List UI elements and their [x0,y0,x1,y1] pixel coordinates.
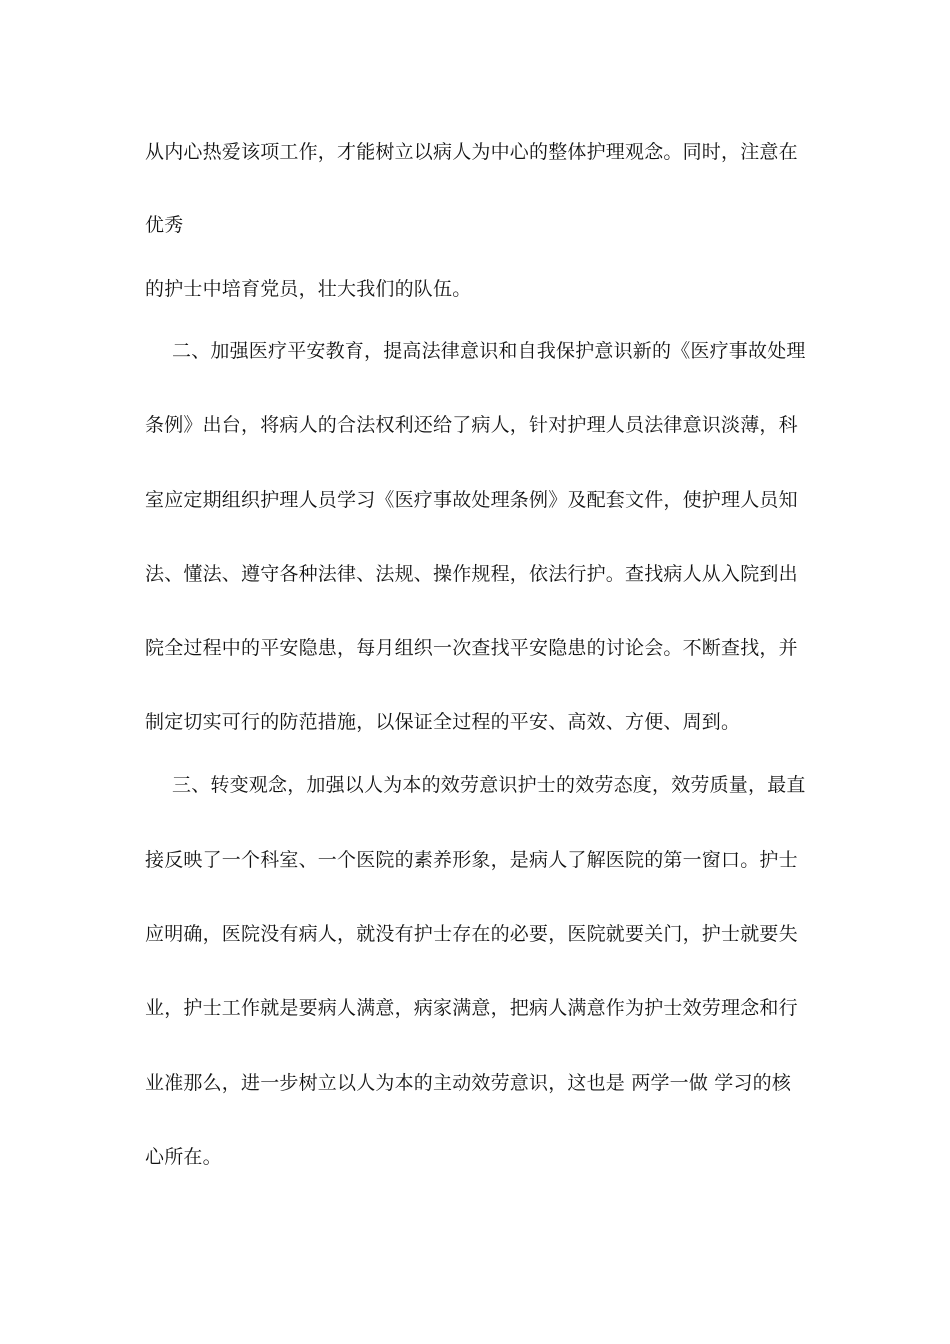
paragraph-line: 心所在。 [145,1146,222,1168]
paragraph-line: 条例》出台，将病人的合法权利还给了病人，针对护理人员法律意识淡薄，科 [145,414,798,436]
paragraph-line: 的护士中培育党员，壮大我们的队伍。 [145,278,472,300]
paragraph-line: 业，护士工作就是要病人满意，病家满意，把病人满意作为护士效劳理念和行 [145,997,798,1019]
section-heading-line: 二、加强医疗平安教育，提高法律意识和自我保护意识新的《医疗事故处理 [172,340,806,362]
paragraph-line: 应明确，医院没有病人，就没有护士存在的必要，医院就要关门，护士就要失 [145,923,798,945]
paragraph-line: 从内心热爱该项工作，才能树立以病人为中心的整体护理观念。同时，注意在 [145,141,798,163]
paragraph-line: 优秀 [145,214,184,236]
paragraph-line: 院全过程中的平安隐患，每月组织一次查找平安隐患的讨论会。不断查找，并 [145,637,798,659]
paragraph-line: 室应定期组织护理人员学习《医疗事故处理条例》及配套文件，使护理人员知 [145,489,798,511]
paragraph-line: 接反映了一个科室、一个医院的素养形象，是病人了解医院的第一窗口。护士 [145,849,798,871]
paragraph-line: 业准那么，进一步树立以人为本的主动效劳意识，这也是 两学一做 学习的核 [145,1072,792,1094]
paragraph-line: 法、懂法、遵守各种法律、法规、操作规程，依法行护。查找病人从入院到出 [145,563,798,585]
paragraph-line: 制定切实可行的防范措施，以保证全过程的平安、高效、方便、周到。 [145,711,741,733]
section-heading-line: 三、转变观念，加强以人为本的效劳意识护士的效劳态度，效劳质量，最直 [172,774,806,796]
